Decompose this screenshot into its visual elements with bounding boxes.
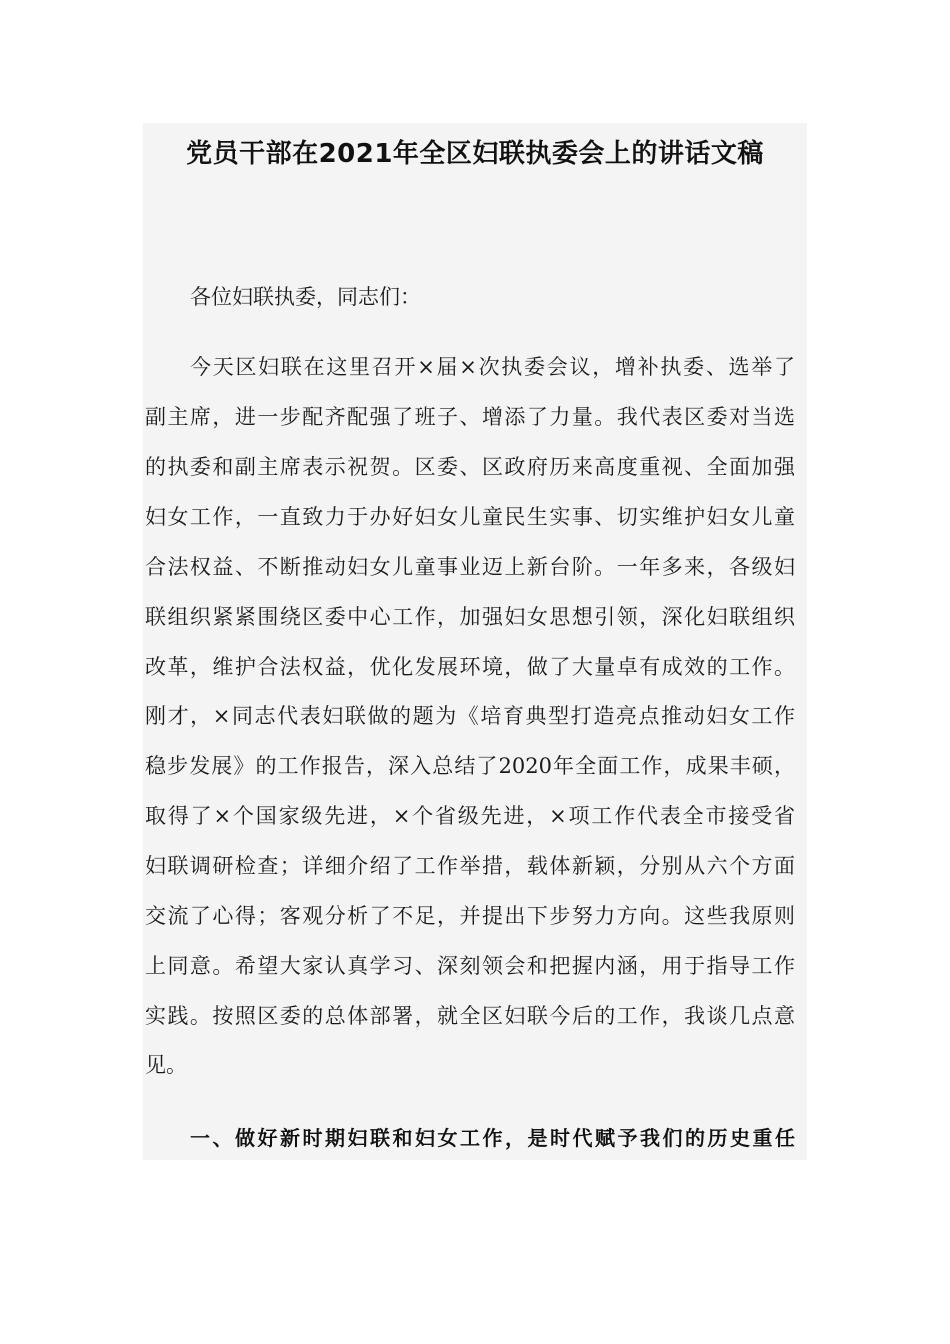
paragraph-line: 刚才，×同志代表妇联做的题为《培育典型打造亮点推动妇女工作 [145,704,795,728]
salutation: 各位妇联执委，同志们： [190,285,421,309]
paragraph-line: 今天区妇联在这里召开×届×次执委会议，增补执委、选举了 [190,355,795,379]
paragraph-line: 稳步发展》的工作报告，深入总结了2020年全面工作，成果丰硕， [145,754,795,778]
paragraph-line: 副主席，进一步配齐配强了班子、增添了力量。我代表区委对当选 [145,405,795,429]
paragraph-line: 交流了心得；客观分析了不足，并提出下步努力方向。这些我原则 [145,904,795,928]
paragraph-line: 见。 [145,1053,187,1077]
paragraph-line: 改革，维护合法权益，优化发展环境，做了大量卓有成效的工作。 [145,655,795,679]
paragraph-line: 取得了×个国家级先进，×个省级先进，×项工作代表全市接受省 [145,804,795,828]
paragraph-line: 妇女工作，一直致力于办好妇女儿童民生实事、切实维护妇女儿童 [145,505,795,529]
paragraph-line: 妇联调研检查；详细介绍了工作举措，载体新颖，分别从六个方面 [145,854,795,878]
paragraph-line: 联组织紧紧围绕区委中心工作，加强妇女思想引领，深化妇联组织 [145,605,795,629]
paragraph-line: 合法权益、不断推动妇女儿童事业迈上新台阶。一年多来，各级妇 [145,555,795,579]
paragraph-line: 的执委和副主席表示祝贺。区委、区政府历来高度重视、全面加强 [145,455,795,479]
document-title: 党员干部在2021年全区妇联执委会上的讲话文稿 [186,139,764,169]
paragraph-line: 实践。按照区委的总体部署，就全区妇联今后的工作，我谈几点意 [145,1004,795,1028]
section-heading: 一、做好新时期妇联和妇女工作，是时代赋予我们的历史重任 [190,1126,795,1150]
paragraph-line: 上同意。希望大家认真学习、深刻领会和把握内涵，用于指导工作 [145,954,795,978]
